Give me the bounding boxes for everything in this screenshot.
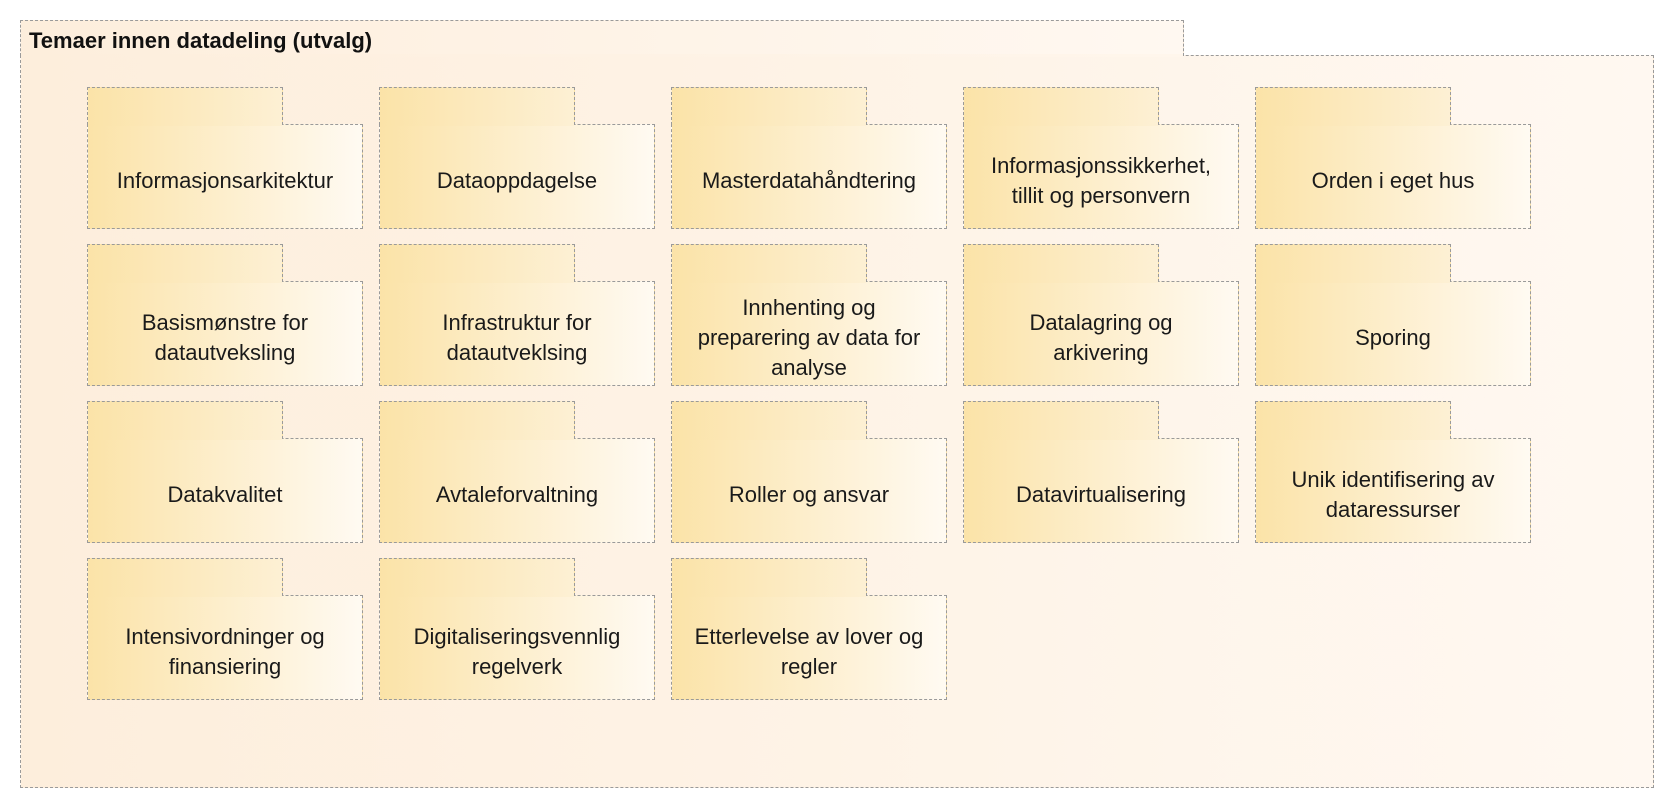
package-body (87, 281, 363, 386)
package-label: Dataoppdagelse (436, 167, 598, 193)
package-tab (963, 401, 1159, 439)
package-body (963, 124, 1239, 229)
package-label-box (92, 451, 358, 538)
pkg-datalagring[interactable] (963, 244, 1239, 386)
package-label: Innhenting og preparering av data for analyse (697, 294, 921, 380)
pkg-intensivordninger[interactable] (87, 558, 363, 700)
package-label: Orden i eget hus (1311, 167, 1475, 193)
pkg-infrastruktur[interactable] (379, 244, 655, 386)
package-body (87, 595, 363, 700)
package-body (87, 124, 363, 229)
package-body (671, 438, 947, 543)
package-tab-joint (964, 280, 1158, 283)
package-label-box (384, 451, 650, 538)
package-body (87, 438, 363, 543)
package-body (671, 595, 947, 700)
package-tab (87, 244, 283, 282)
package-label-box (676, 294, 942, 381)
package-label: Datavirtualisering (1016, 481, 1186, 507)
package-label: Unik identifisering av dataressurser (1291, 466, 1495, 522)
package-label-box (676, 608, 942, 695)
package-tab-joint (380, 123, 574, 126)
package-label-box (968, 451, 1234, 538)
package-tab-joint (672, 280, 866, 283)
pkg-sporing[interactable] (1255, 244, 1531, 386)
package-tab (1255, 87, 1451, 125)
package-label: Infrastruktur for datautveklsing (442, 309, 592, 365)
package-body (1255, 281, 1531, 386)
package-tab (1255, 244, 1451, 282)
package-tab (87, 87, 283, 125)
package-label-box (92, 137, 358, 224)
package-body (379, 281, 655, 386)
pkg-datavirtualisering[interactable] (963, 401, 1239, 543)
package-tab (87, 558, 283, 596)
group-title: Temaer innen datadeling (utvalg) (29, 28, 373, 53)
package-label-box (1260, 137, 1526, 224)
package-label-box (676, 451, 942, 538)
package-label: Avtaleforvaltning (435, 481, 599, 507)
package-label: Etterlevelse av lover og regler (694, 623, 924, 679)
package-body (671, 281, 947, 386)
package-label: Roller og ansvar (728, 481, 890, 507)
group-tab-joint (21, 54, 1183, 57)
package-tab (671, 401, 867, 439)
group-tab (20, 20, 1184, 56)
package-label-box (676, 137, 942, 224)
package-tab-joint (88, 437, 282, 440)
pkg-etterlevelse[interactable] (671, 558, 947, 700)
pkg-basismonstre[interactable] (87, 244, 363, 386)
package-tab-joint (1256, 123, 1450, 126)
package-tab-joint (1256, 437, 1450, 440)
package-label: Informasjonssikkerhet, tillit og personvern (990, 152, 1212, 208)
pkg-roller-og-ansvar[interactable] (671, 401, 947, 543)
package-label-box (968, 137, 1234, 224)
pkg-informasjonsarkitektur[interactable] (87, 87, 363, 229)
package-label-box (384, 294, 650, 381)
package-tab-joint (672, 437, 866, 440)
package-tab (379, 401, 575, 439)
pkg-orden-i-eget-hus[interactable] (1255, 87, 1531, 229)
package-label-box (968, 294, 1234, 381)
package-body (379, 438, 655, 543)
package-body (1255, 124, 1531, 229)
package-label: Datakvalitet (167, 481, 283, 507)
package-body (963, 281, 1239, 386)
pkg-unik-identifisering[interactable] (1255, 401, 1531, 543)
package-tab-joint (380, 594, 574, 597)
package-label: Sporing (1355, 324, 1431, 350)
package-label-box (92, 608, 358, 695)
package-label: Basismønstre for datautveksling (141, 309, 309, 365)
pkg-digitaliseringsvennlig[interactable] (379, 558, 655, 700)
package-tab-joint (380, 280, 574, 283)
package-label: Informasjonsarkitektur (116, 167, 334, 193)
package-body (1255, 438, 1531, 543)
pkg-masterdatahandtering[interactable] (671, 87, 947, 229)
pkg-datakvalitet[interactable] (87, 401, 363, 543)
package-body (379, 124, 655, 229)
package-label-box (92, 294, 358, 381)
package-tab (671, 244, 867, 282)
package-label: Masterdatahåndtering (701, 167, 917, 193)
package-tab (963, 244, 1159, 282)
pkg-avtaleforvaltning[interactable] (379, 401, 655, 543)
package-tab-joint (380, 437, 574, 440)
package-tab-joint (964, 123, 1158, 126)
package-tab (671, 558, 867, 596)
package-tab (963, 87, 1159, 125)
package-tab (87, 401, 283, 439)
package-label: Intensivordninger og finansiering (125, 623, 325, 679)
pkg-dataoppdagelse[interactable] (379, 87, 655, 229)
package-label-box (384, 608, 650, 695)
package-tab (379, 558, 575, 596)
package-body (671, 124, 947, 229)
package-tab-joint (88, 280, 282, 283)
package-tab-joint (88, 594, 282, 597)
package-tab (1255, 401, 1451, 439)
pkg-innhenting[interactable] (671, 244, 947, 386)
package-label-box (1260, 294, 1526, 381)
package-tab (379, 87, 575, 125)
package-body (379, 595, 655, 700)
package-tab (379, 244, 575, 282)
package-tab-joint (88, 123, 282, 126)
package-tab-joint (964, 437, 1158, 440)
package-label: Datalagring og arkivering (1029, 309, 1173, 365)
package-label: Digitaliseringsvennlig regelverk (413, 623, 621, 679)
package-tab-joint (1256, 280, 1450, 283)
package-tab (671, 87, 867, 125)
package-label-box (384, 137, 650, 224)
package-tab-joint (672, 123, 866, 126)
package-tab-joint (672, 594, 866, 597)
pkg-informasjonssikkerhet[interactable] (963, 87, 1239, 229)
package-label-box (1260, 451, 1526, 538)
package-body (963, 438, 1239, 543)
